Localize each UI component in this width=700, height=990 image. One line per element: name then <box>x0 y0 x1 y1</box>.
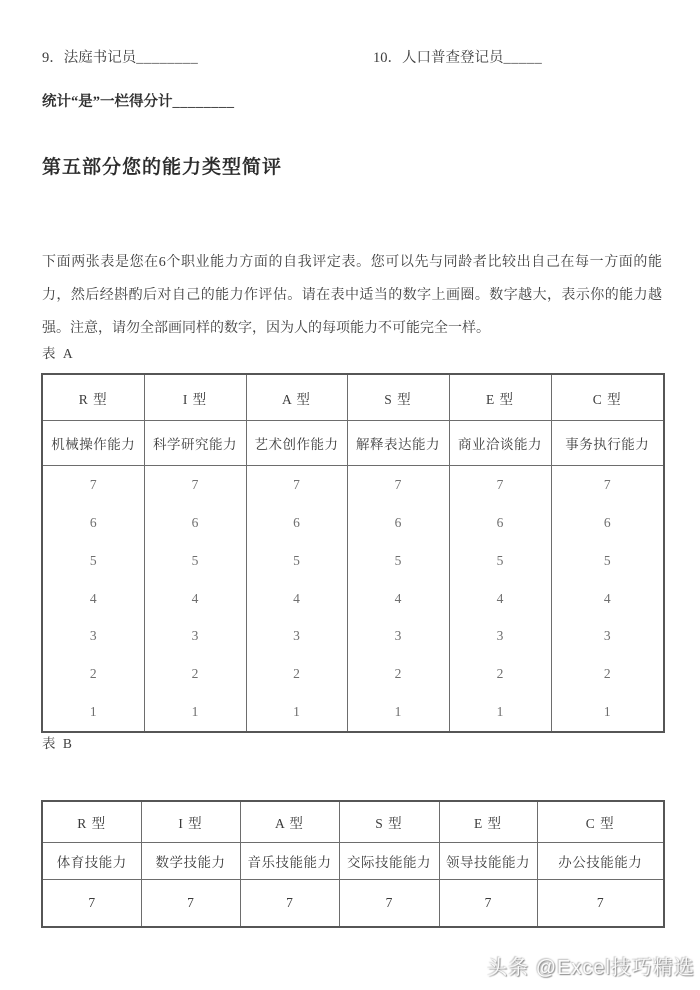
scale-number[interactable]: 1 <box>496 704 504 720</box>
table-b-ability-row <box>42 843 664 880</box>
scale-number[interactable]: 7 <box>141 880 240 928</box>
intro-paragraph: 下面两张表是您在6个职业能力方面的自我评定表。您可以先与同龄者比较出自己在每一方面的能力，然后经斟酌后对自己的能力作评估。请在表中适当的数字上画圈。数字越大，表示你的能力越强。注意，请勿全部画同样的数字，因为人的每项能力不可能完全一样。 <box>42 255 662 336</box>
type-header-cell: S 型 <box>339 801 439 843</box>
scale-number[interactable]: 2 <box>496 666 504 682</box>
table-a <box>41 373 665 733</box>
scale-number[interactable]: 7 <box>496 476 504 492</box>
question-10 <box>373 46 542 67</box>
scale-number[interactable]: 4 <box>293 590 300 606</box>
type-header-cell: A 型 <box>246 374 347 421</box>
table-b-type-row <box>42 801 664 843</box>
scale-number[interactable]: 3 <box>394 628 402 644</box>
scale-column <box>144 466 246 733</box>
scale-number[interactable]: 3 <box>293 628 300 644</box>
scale-number[interactable]: 6 <box>603 514 611 530</box>
scale-number[interactable]: 7 <box>89 476 97 492</box>
ability-cell: 办公技能能力 <box>537 843 664 880</box>
scale-column <box>449 466 551 733</box>
scale-column <box>551 466 664 733</box>
question-10-label: 10．人口普查登记员 <box>373 50 504 66</box>
score-total-label: 统计“是”一栏得分计 <box>42 94 173 110</box>
scale-number[interactable]: 2 <box>394 666 402 682</box>
scale-number[interactable]: 6 <box>394 514 402 530</box>
score-total-line <box>42 90 235 111</box>
scale-number[interactable]: 5 <box>603 552 611 568</box>
ability-cell: 机械操作能力 <box>42 421 144 466</box>
question-9-label: 9．法庭书记员 <box>42 50 137 66</box>
scale-number[interactable]: 1 <box>603 704 611 720</box>
scale-number[interactable]: 7 <box>394 476 402 492</box>
ability-cell: 科学研究能力 <box>144 421 246 466</box>
type-header-cell: C 型 <box>537 801 664 843</box>
ability-cell: 艺术创作能力 <box>246 421 347 466</box>
scale-number[interactable]: 4 <box>89 590 97 606</box>
scale-column <box>42 466 144 733</box>
type-header-cell: E 型 <box>449 374 551 421</box>
scale-number[interactable]: 7 <box>191 476 199 492</box>
scale-number[interactable]: 7 <box>439 880 537 928</box>
scale-stack <box>552 466 664 731</box>
ability-cell: 事务执行能力 <box>551 421 664 466</box>
scale-stack <box>247 466 347 731</box>
scale-number[interactable]: 6 <box>293 514 300 530</box>
type-header-cell: A 型 <box>240 801 339 843</box>
scale-number[interactable]: 2 <box>293 666 300 682</box>
toutiao-watermark: 头条 @Excel技巧精选 <box>487 957 695 979</box>
scale-stack <box>145 466 246 731</box>
type-header-cell: R 型 <box>42 374 144 421</box>
scale-number[interactable]: 3 <box>603 628 611 644</box>
table-a-scale-row <box>42 466 664 733</box>
scale-number[interactable]: 7 <box>240 880 339 928</box>
scale-number[interactable]: 1 <box>89 704 97 720</box>
scale-number[interactable]: 2 <box>603 666 611 682</box>
scale-number[interactable]: 5 <box>293 552 300 568</box>
score-total-blank[interactable]: ________ <box>172 94 235 110</box>
scale-number[interactable]: 1 <box>191 704 199 720</box>
table-b <box>41 800 665 928</box>
scale-number[interactable]: 5 <box>191 552 199 568</box>
scale-stack <box>450 466 551 731</box>
scale-number[interactable]: 2 <box>191 666 199 682</box>
scale-number[interactable]: 4 <box>394 590 402 606</box>
scale-number[interactable]: 6 <box>496 514 504 530</box>
scale-number[interactable]: 6 <box>89 514 97 530</box>
type-header-cell: E 型 <box>439 801 537 843</box>
ability-cell: 商业洽谈能力 <box>449 421 551 466</box>
scale-number[interactable]: 3 <box>89 628 97 644</box>
ability-cell: 体育技能力 <box>42 843 141 880</box>
table-b-scale-row <box>42 880 664 928</box>
ability-cell: 交际技能能力 <box>339 843 439 880</box>
type-header-cell: R 型 <box>42 801 141 843</box>
section-title: 第五部分您的能力类型简评 <box>42 157 283 178</box>
type-header-cell: I 型 <box>144 374 246 421</box>
table-a-type-row <box>42 374 664 421</box>
scale-number[interactable]: 4 <box>191 590 199 606</box>
scale-number[interactable]: 3 <box>496 628 504 644</box>
question-10-blank[interactable]: _____ <box>503 50 543 66</box>
scale-number[interactable]: 2 <box>89 666 97 682</box>
question-9 <box>42 50 198 66</box>
scale-number[interactable]: 4 <box>496 590 504 606</box>
table-b-label: 表 B <box>42 736 74 751</box>
scale-number[interactable]: 6 <box>191 514 199 530</box>
scale-number[interactable]: 5 <box>89 552 97 568</box>
table-a-label: 表 A <box>42 346 75 361</box>
scale-number[interactable]: 3 <box>191 628 199 644</box>
ability-cell: 数学技能力 <box>141 843 240 880</box>
ability-cell: 领导技能能力 <box>439 843 537 880</box>
ability-cell: 音乐技能能力 <box>240 843 339 880</box>
scale-stack <box>43 466 144 731</box>
ability-cell: 解释表达能力 <box>347 421 449 466</box>
questions-line <box>42 46 670 67</box>
scale-number[interactable]: 1 <box>293 704 300 720</box>
scale-number[interactable]: 7 <box>293 476 300 492</box>
scale-number[interactable]: 7 <box>603 476 611 492</box>
scale-column <box>347 466 449 733</box>
type-header-cell: I 型 <box>141 801 240 843</box>
type-header-cell: C 型 <box>551 374 664 421</box>
scale-number[interactable]: 7 <box>537 880 664 928</box>
scale-number[interactable]: 4 <box>603 590 611 606</box>
scale-stack <box>348 466 449 731</box>
scale-number[interactable]: 1 <box>394 704 402 720</box>
scale-number[interactable]: 7 <box>42 880 141 928</box>
scale-number[interactable]: 7 <box>339 880 439 928</box>
type-header-cell: S 型 <box>347 374 449 421</box>
scale-column <box>246 466 347 733</box>
scale-number[interactable]: 5 <box>394 552 402 568</box>
scale-number[interactable]: 5 <box>496 552 504 568</box>
table-a-ability-row <box>42 421 664 466</box>
question-9-blank[interactable]: ________ <box>136 50 199 66</box>
